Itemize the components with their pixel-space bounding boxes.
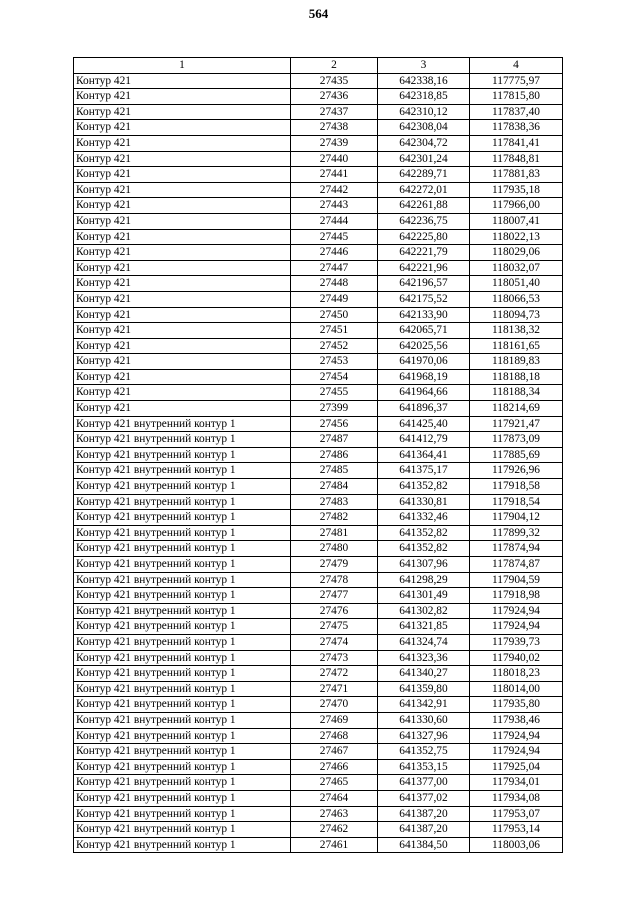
- table-row: [74, 775, 563, 791]
- point-number-cell: 27477: [291, 588, 378, 604]
- x-coordinate-cell: 641352,82: [378, 479, 470, 495]
- x-coordinate-cell: 642304,72: [378, 135, 470, 151]
- point-number-cell: 27478: [291, 572, 378, 588]
- point-number-cell: 27467: [291, 744, 378, 760]
- contour-name-cell: Контур 421: [74, 338, 291, 354]
- point-number-cell: 27454: [291, 369, 378, 385]
- contour-name-cell: Контур 421: [74, 369, 291, 385]
- table-row: [74, 104, 563, 120]
- table-row: [74, 634, 563, 650]
- y-coordinate-cell: 117938,46: [470, 712, 563, 728]
- column-header-x: 3: [378, 58, 470, 74]
- table-row: [74, 416, 563, 432]
- point-number-cell: 27468: [291, 728, 378, 744]
- contour-name-cell: Контур 421: [74, 182, 291, 198]
- contour-name-cell: Контур 421 внутренний контур 1: [74, 681, 291, 697]
- x-coordinate-cell: 642025,56: [378, 338, 470, 354]
- point-number-cell: 27469: [291, 712, 378, 728]
- table-row: [74, 525, 563, 541]
- point-number-cell: 27449: [291, 291, 378, 307]
- y-coordinate-cell: 117918,58: [470, 479, 563, 495]
- y-coordinate-cell: 118051,40: [470, 276, 563, 292]
- point-number-cell: 27441: [291, 167, 378, 183]
- point-number-cell: 27470: [291, 697, 378, 713]
- x-coordinate-cell: 642133,90: [378, 307, 470, 323]
- contour-name-cell: Контур 421 внутренний контур 1: [74, 479, 291, 495]
- x-coordinate-cell: 641342,91: [378, 697, 470, 713]
- y-coordinate-cell: 117934,01: [470, 775, 563, 791]
- table-row: [74, 759, 563, 775]
- x-coordinate-cell: 641302,82: [378, 603, 470, 619]
- point-number-cell: 27474: [291, 634, 378, 650]
- point-number-cell: 27443: [291, 198, 378, 214]
- contour-name-cell: Контур 421 внутренний контур 1: [74, 728, 291, 744]
- y-coordinate-cell: 118188,34: [470, 385, 563, 401]
- contour-name-cell: Контур 421: [74, 229, 291, 245]
- x-coordinate-cell: 641896,37: [378, 401, 470, 417]
- table-row: [74, 432, 563, 448]
- x-coordinate-cell: 641324,74: [378, 634, 470, 650]
- header-row: [74, 58, 563, 74]
- contour-name-cell: Контур 421: [74, 167, 291, 183]
- table-row: [74, 619, 563, 635]
- contour-name-cell: Контур 421 внутренний контур 1: [74, 619, 291, 635]
- table-row: [74, 307, 563, 323]
- x-coordinate-cell: 642308,04: [378, 120, 470, 136]
- contour-name-cell: Контур 421 внутренний контур 1: [74, 634, 291, 650]
- point-number-cell: 27485: [291, 463, 378, 479]
- contour-name-cell: Контур 421: [74, 323, 291, 339]
- y-coordinate-cell: 117924,94: [470, 728, 563, 744]
- x-coordinate-cell: 641301,49: [378, 588, 470, 604]
- contour-name-cell: Контур 421: [74, 401, 291, 417]
- point-number-cell: 27483: [291, 494, 378, 510]
- point-number-cell: 27466: [291, 759, 378, 775]
- table-row: [74, 167, 563, 183]
- contour-name-cell: Контур 421 внутренний контур 1: [74, 806, 291, 822]
- x-coordinate-cell: 642338,16: [378, 73, 470, 89]
- x-coordinate-cell: 641970,06: [378, 354, 470, 370]
- y-coordinate-cell: 117874,87: [470, 557, 563, 573]
- contour-name-cell: Контур 421 внутренний контур 1: [74, 666, 291, 682]
- table-row: [74, 401, 563, 417]
- point-number-cell: 27439: [291, 135, 378, 151]
- x-coordinate-cell: 641377,00: [378, 775, 470, 791]
- y-coordinate-cell: 117935,80: [470, 697, 563, 713]
- contour-name-cell: Контур 421 внутренний контур 1: [74, 541, 291, 557]
- point-number-cell: 27463: [291, 806, 378, 822]
- x-coordinate-cell: 642289,71: [378, 167, 470, 183]
- x-coordinate-cell: 641377,02: [378, 790, 470, 806]
- point-number-cell: 27464: [291, 790, 378, 806]
- table-row: [74, 213, 563, 229]
- y-coordinate-cell: 117934,08: [470, 790, 563, 806]
- x-coordinate-cell: 641332,46: [378, 510, 470, 526]
- y-coordinate-cell: 117940,02: [470, 650, 563, 666]
- x-coordinate-cell: 641964,66: [378, 385, 470, 401]
- contour-name-cell: Контур 421 внутренний контур 1: [74, 572, 291, 588]
- table-row: [74, 260, 563, 276]
- point-number-cell: 27475: [291, 619, 378, 635]
- x-coordinate-cell: 641352,82: [378, 525, 470, 541]
- point-number-cell: 27452: [291, 338, 378, 354]
- point-number-cell: 27442: [291, 182, 378, 198]
- table-row: [74, 463, 563, 479]
- y-coordinate-cell: 117953,14: [470, 822, 563, 838]
- contour-name-cell: Контур 421 внутренний контур 1: [74, 463, 291, 479]
- y-coordinate-cell: 117848,81: [470, 151, 563, 167]
- y-coordinate-cell: 118094,73: [470, 307, 563, 323]
- y-coordinate-cell: 117873,09: [470, 432, 563, 448]
- y-coordinate-cell: 118161,65: [470, 338, 563, 354]
- point-number-cell: 27461: [291, 837, 378, 853]
- y-coordinate-cell: 118214,69: [470, 401, 563, 417]
- table-row: [74, 338, 563, 354]
- y-coordinate-cell: 117841,41: [470, 135, 563, 151]
- point-number-cell: 27476: [291, 603, 378, 619]
- y-coordinate-cell: 117837,40: [470, 104, 563, 120]
- contour-name-cell: Контур 421 внутренний контур 1: [74, 775, 291, 791]
- y-coordinate-cell: 117953,07: [470, 806, 563, 822]
- table-row: [74, 135, 563, 151]
- y-coordinate-cell: 117918,54: [470, 494, 563, 510]
- x-coordinate-cell: 641307,96: [378, 557, 470, 573]
- point-number-cell: 27435: [291, 73, 378, 89]
- y-coordinate-cell: 118188,18: [470, 369, 563, 385]
- table-row: [74, 744, 563, 760]
- table-row: [74, 447, 563, 463]
- x-coordinate-cell: 641968,19: [378, 369, 470, 385]
- table-row: [74, 588, 563, 604]
- table-row: [74, 369, 563, 385]
- point-number-cell: 27445: [291, 229, 378, 245]
- contour-name-cell: Контур 421: [74, 276, 291, 292]
- table-row: [74, 73, 563, 89]
- point-number-cell: 27446: [291, 245, 378, 261]
- contour-name-cell: Контур 421 внутренний контур 1: [74, 557, 291, 573]
- table-row: [74, 557, 563, 573]
- x-coordinate-cell: 641298,29: [378, 572, 470, 588]
- y-coordinate-cell: 117926,96: [470, 463, 563, 479]
- table-row: [74, 276, 563, 292]
- table-row: [74, 712, 563, 728]
- x-coordinate-cell: 641375,17: [378, 463, 470, 479]
- point-number-cell: 27487: [291, 432, 378, 448]
- point-number-cell: 27479: [291, 557, 378, 573]
- y-coordinate-cell: 117924,94: [470, 603, 563, 619]
- contour-name-cell: Контур 421 внутренний контур 1: [74, 603, 291, 619]
- y-coordinate-cell: 117838,36: [470, 120, 563, 136]
- contour-name-cell: Контур 421 внутренний контур 1: [74, 790, 291, 806]
- table-row: [74, 572, 563, 588]
- x-coordinate-cell: 641425,40: [378, 416, 470, 432]
- point-number-cell: 27450: [291, 307, 378, 323]
- point-number-cell: 27438: [291, 120, 378, 136]
- y-coordinate-cell: 118018,23: [470, 666, 563, 682]
- x-coordinate-cell: 642196,57: [378, 276, 470, 292]
- contour-name-cell: Контур 421 внутренний контур 1: [74, 510, 291, 526]
- contour-name-cell: Контур 421: [74, 291, 291, 307]
- point-number-cell: 27472: [291, 666, 378, 682]
- x-coordinate-cell: 642261,88: [378, 198, 470, 214]
- table-row: [74, 666, 563, 682]
- x-coordinate-cell: 642318,85: [378, 89, 470, 105]
- point-number-cell: 27453: [291, 354, 378, 370]
- x-coordinate-cell: 642236,75: [378, 213, 470, 229]
- table-row: [74, 291, 563, 307]
- contour-name-cell: Контур 421 внутренний контур 1: [74, 650, 291, 666]
- table-row: [74, 541, 563, 557]
- x-coordinate-cell: 641387,20: [378, 822, 470, 838]
- contour-name-cell: Контур 421: [74, 213, 291, 229]
- y-coordinate-cell: 117918,98: [470, 588, 563, 604]
- table-body: [74, 73, 563, 853]
- table-row: [74, 650, 563, 666]
- y-coordinate-cell: 117881,83: [470, 167, 563, 183]
- column-header-point-number: 2: [291, 58, 378, 74]
- table-row: [74, 120, 563, 136]
- point-number-cell: 27447: [291, 260, 378, 276]
- table-row: [74, 479, 563, 495]
- x-coordinate-cell: 642175,52: [378, 291, 470, 307]
- contour-name-cell: Контур 421 внутренний контур 1: [74, 416, 291, 432]
- contour-name-cell: Контур 421 внутренний контур 1: [74, 697, 291, 713]
- contour-name-cell: Контур 421 внутренний контур 1: [74, 712, 291, 728]
- contour-name-cell: Контур 421 внутренний контур 1: [74, 525, 291, 541]
- y-coordinate-cell: 118003,06: [470, 837, 563, 853]
- x-coordinate-cell: 641330,81: [378, 494, 470, 510]
- contour-name-cell: Контур 421: [74, 73, 291, 89]
- x-coordinate-cell: 641387,20: [378, 806, 470, 822]
- x-coordinate-cell: 641352,75: [378, 744, 470, 760]
- contour-name-cell: Контур 421: [74, 354, 291, 370]
- point-number-cell: 27481: [291, 525, 378, 541]
- point-number-cell: 27456: [291, 416, 378, 432]
- y-coordinate-cell: 118138,32: [470, 323, 563, 339]
- point-number-cell: 27471: [291, 681, 378, 697]
- y-coordinate-cell: 118022,13: [470, 229, 563, 245]
- contour-name-cell: Контур 421: [74, 260, 291, 276]
- table-row: [74, 603, 563, 619]
- y-coordinate-cell: 117904,12: [470, 510, 563, 526]
- table-row: [74, 494, 563, 510]
- y-coordinate-cell: 118029,06: [470, 245, 563, 261]
- y-coordinate-cell: 117775,97: [470, 73, 563, 89]
- contour-name-cell: Контур 421 внутренний контур 1: [74, 759, 291, 775]
- point-number-cell: 27451: [291, 323, 378, 339]
- y-coordinate-cell: 117924,94: [470, 619, 563, 635]
- x-coordinate-cell: 641352,82: [378, 541, 470, 557]
- x-coordinate-cell: 641340,27: [378, 666, 470, 682]
- x-coordinate-cell: 641364,41: [378, 447, 470, 463]
- table-row: [74, 697, 563, 713]
- point-number-cell: 27436: [291, 89, 378, 105]
- point-number-cell: 27440: [291, 151, 378, 167]
- contour-name-cell: Контур 421: [74, 89, 291, 105]
- x-coordinate-cell: 641327,96: [378, 728, 470, 744]
- point-number-cell: 27484: [291, 479, 378, 495]
- x-coordinate-cell: 642225,80: [378, 229, 470, 245]
- table-row: [74, 822, 563, 838]
- x-coordinate-cell: 642310,12: [378, 104, 470, 120]
- contour-name-cell: Контур 421: [74, 385, 291, 401]
- page-number: 564: [308, 6, 329, 21]
- point-number-cell: 27465: [291, 775, 378, 791]
- table-row: [74, 385, 563, 401]
- contour-name-cell: Контур 421 внутренний контур 1: [74, 744, 291, 760]
- table-row: [74, 806, 563, 822]
- contour-name-cell: Контур 421 внутренний контур 1: [74, 494, 291, 510]
- y-coordinate-cell: 117924,94: [470, 744, 563, 760]
- contour-name-cell: Контур 421: [74, 135, 291, 151]
- x-coordinate-cell: 642065,71: [378, 323, 470, 339]
- table-row: [74, 89, 563, 105]
- y-coordinate-cell: 118007,41: [470, 213, 563, 229]
- column-header-contour: 1: [74, 58, 291, 74]
- point-number-cell: 27473: [291, 650, 378, 666]
- point-number-cell: 27437: [291, 104, 378, 120]
- table-row: [74, 151, 563, 167]
- contour-name-cell: Контур 421 внутренний контур 1: [74, 432, 291, 448]
- y-coordinate-cell: 118032,07: [470, 260, 563, 276]
- table-row: [74, 198, 563, 214]
- y-coordinate-cell: 117939,73: [470, 634, 563, 650]
- x-coordinate-cell: 642221,79: [378, 245, 470, 261]
- contour-name-cell: Контур 421: [74, 245, 291, 261]
- x-coordinate-cell: 642301,24: [378, 151, 470, 167]
- y-coordinate-cell: 117935,18: [470, 182, 563, 198]
- table-row: [74, 837, 563, 853]
- y-coordinate-cell: 117885,69: [470, 447, 563, 463]
- point-number-cell: 27399: [291, 401, 378, 417]
- contour-name-cell: Контур 421: [74, 104, 291, 120]
- x-coordinate-cell: 641353,15: [378, 759, 470, 775]
- x-coordinate-cell: 641384,50: [378, 837, 470, 853]
- column-header-y: 4: [470, 58, 563, 74]
- point-number-cell: 27444: [291, 213, 378, 229]
- table-row: [74, 323, 563, 339]
- x-coordinate-cell: 641412,79: [378, 432, 470, 448]
- contour-name-cell: Контур 421: [74, 151, 291, 167]
- y-coordinate-cell: 117925,04: [470, 759, 563, 775]
- y-coordinate-cell: 117874,94: [470, 541, 563, 557]
- y-coordinate-cell: 117966,00: [470, 198, 563, 214]
- contour-name-cell: Контур 421: [74, 307, 291, 323]
- table-row: [74, 790, 563, 806]
- y-coordinate-cell: 117921,47: [470, 416, 563, 432]
- contour-name-cell: Контур 421 внутренний контур 1: [74, 588, 291, 604]
- x-coordinate-cell: 641323,36: [378, 650, 470, 666]
- y-coordinate-cell: 118066,53: [470, 291, 563, 307]
- y-coordinate-cell: 118014,00: [470, 681, 563, 697]
- x-coordinate-cell: 642272,01: [378, 182, 470, 198]
- y-coordinate-cell: 117815,80: [470, 89, 563, 105]
- table-row: [74, 229, 563, 245]
- contour-name-cell: Контур 421 внутренний контур 1: [74, 447, 291, 463]
- x-coordinate-cell: 641359,80: [378, 681, 470, 697]
- contour-name-cell: Контур 421: [74, 198, 291, 214]
- table-row: [74, 510, 563, 526]
- point-number-cell: 27455: [291, 385, 378, 401]
- table-row: [74, 728, 563, 744]
- point-number-cell: 27486: [291, 447, 378, 463]
- point-number-cell: 27482: [291, 510, 378, 526]
- point-number-cell: 27448: [291, 276, 378, 292]
- contour-name-cell: Контур 421 внутренний контур 1: [74, 822, 291, 838]
- point-number-cell: 27462: [291, 822, 378, 838]
- coordinates-table: [73, 57, 563, 853]
- x-coordinate-cell: 641330,60: [378, 712, 470, 728]
- point-number-cell: 27480: [291, 541, 378, 557]
- y-coordinate-cell: 117904,59: [470, 572, 563, 588]
- y-coordinate-cell: 118189,83: [470, 354, 563, 370]
- table-row: [74, 354, 563, 370]
- table-row: [74, 245, 563, 261]
- y-coordinate-cell: 117899,32: [470, 525, 563, 541]
- contour-name-cell: Контур 421 внутренний контур 1: [74, 837, 291, 853]
- contour-name-cell: Контур 421: [74, 120, 291, 136]
- x-coordinate-cell: 642221,96: [378, 260, 470, 276]
- table-row: [74, 182, 563, 198]
- table-row: [74, 681, 563, 697]
- x-coordinate-cell: 641321,85: [378, 619, 470, 635]
